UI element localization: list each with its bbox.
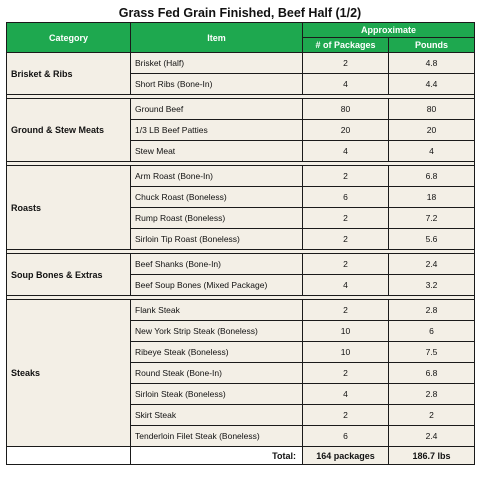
table-body — [7, 53, 475, 447]
packages-cell: 2 — [303, 166, 389, 187]
item-cell: Skirt Steak — [131, 405, 303, 426]
item-cell: Ribeye Steak (Boneless) — [131, 342, 303, 363]
pounds-cell: 5.6 — [389, 229, 475, 250]
packages-cell: 2 — [303, 229, 389, 250]
item-cell: Beef Shanks (Bone-In) — [131, 254, 303, 275]
total-packages: 164 packages — [303, 447, 389, 465]
item-cell: Ground Beef — [131, 99, 303, 120]
pounds-cell: 18 — [389, 187, 475, 208]
pounds-cell: 6.8 — [389, 166, 475, 187]
item-cell: Short Ribs (Bone-In) — [131, 74, 303, 95]
pounds-cell: 6.8 — [389, 363, 475, 384]
page-title: Grass Fed Grain Finished, Beef Half (1/2) — [118, 6, 362, 20]
item-cell: Tenderloin Filet Steak (Boneless) — [131, 426, 303, 447]
category-cell: Ground & Stew Meats — [7, 99, 131, 162]
table-row — [7, 300, 475, 321]
pounds-cell: 7.2 — [389, 208, 475, 229]
packages-cell: 2 — [303, 254, 389, 275]
category-cell: Steaks — [7, 300, 131, 447]
header-packages: # of Packages — [303, 38, 389, 53]
pounds-cell: 7.5 — [389, 342, 475, 363]
pounds-cell: 2.8 — [389, 300, 475, 321]
packages-cell: 10 — [303, 342, 389, 363]
header-category: Category — [7, 23, 131, 53]
packages-cell: 2 — [303, 405, 389, 426]
packages-cell: 4 — [303, 74, 389, 95]
packages-cell: 2 — [303, 208, 389, 229]
packages-cell: 2 — [303, 53, 389, 74]
header-pounds: Pounds — [389, 38, 475, 53]
item-cell: Chuck Roast (Boneless) — [131, 187, 303, 208]
table-row — [7, 99, 475, 120]
pounds-cell: 80 — [389, 99, 475, 120]
table-footer — [7, 447, 475, 465]
item-cell: Rump Roast (Boneless) — [131, 208, 303, 229]
item-cell: New York Strip Steak (Boneless) — [131, 321, 303, 342]
packages-cell: 6 — [303, 426, 389, 447]
item-cell: Sirloin Steak (Boneless) — [131, 384, 303, 405]
packages-cell: 2 — [303, 300, 389, 321]
table-row — [7, 166, 475, 187]
packages-cell: 2 — [303, 363, 389, 384]
category-cell: Soup Bones & Extras — [7, 254, 131, 296]
packages-cell: 4 — [303, 275, 389, 296]
item-cell: 1/3 LB Beef Patties — [131, 120, 303, 141]
pounds-cell: 2.4 — [389, 254, 475, 275]
pounds-cell: 4.4 — [389, 74, 475, 95]
total-label: Total: — [131, 447, 303, 465]
packages-cell: 10 — [303, 321, 389, 342]
item-cell: Arm Roast (Bone-In) — [131, 166, 303, 187]
item-cell: Sirloin Tip Roast (Boneless) — [131, 229, 303, 250]
pounds-cell: 2.8 — [389, 384, 475, 405]
pounds-cell: 20 — [389, 120, 475, 141]
pounds-cell: 2 — [389, 405, 475, 426]
item-cell: Beef Soup Bones (Mixed Package) — [131, 275, 303, 296]
category-cell: Brisket & Ribs — [7, 53, 131, 95]
table-header — [7, 23, 475, 53]
packages-cell: 4 — [303, 384, 389, 405]
header-approximate: Approximate — [303, 23, 475, 38]
packages-cell: 20 — [303, 120, 389, 141]
category-cell: Roasts — [7, 166, 131, 250]
table-row — [7, 53, 475, 74]
item-cell: Stew Meat — [131, 141, 303, 162]
header-item: Item — [131, 23, 303, 53]
table-row — [7, 254, 475, 275]
item-cell: Round Steak (Bone-In) — [131, 363, 303, 384]
pounds-cell: 4 — [389, 141, 475, 162]
packages-cell: 6 — [303, 187, 389, 208]
item-cell: Brisket (Half) — [131, 53, 303, 74]
pounds-cell: 3.2 — [389, 275, 475, 296]
packages-cell: 80 — [303, 99, 389, 120]
pounds-cell: 2.4 — [389, 426, 475, 447]
beef-cuts-table — [6, 22, 475, 465]
pounds-cell: 6 — [389, 321, 475, 342]
packages-cell: 4 — [303, 141, 389, 162]
item-cell: Flank Steak — [131, 300, 303, 321]
total-pounds: 186.7 lbs — [389, 447, 475, 465]
pounds-cell: 4.8 — [389, 53, 475, 74]
